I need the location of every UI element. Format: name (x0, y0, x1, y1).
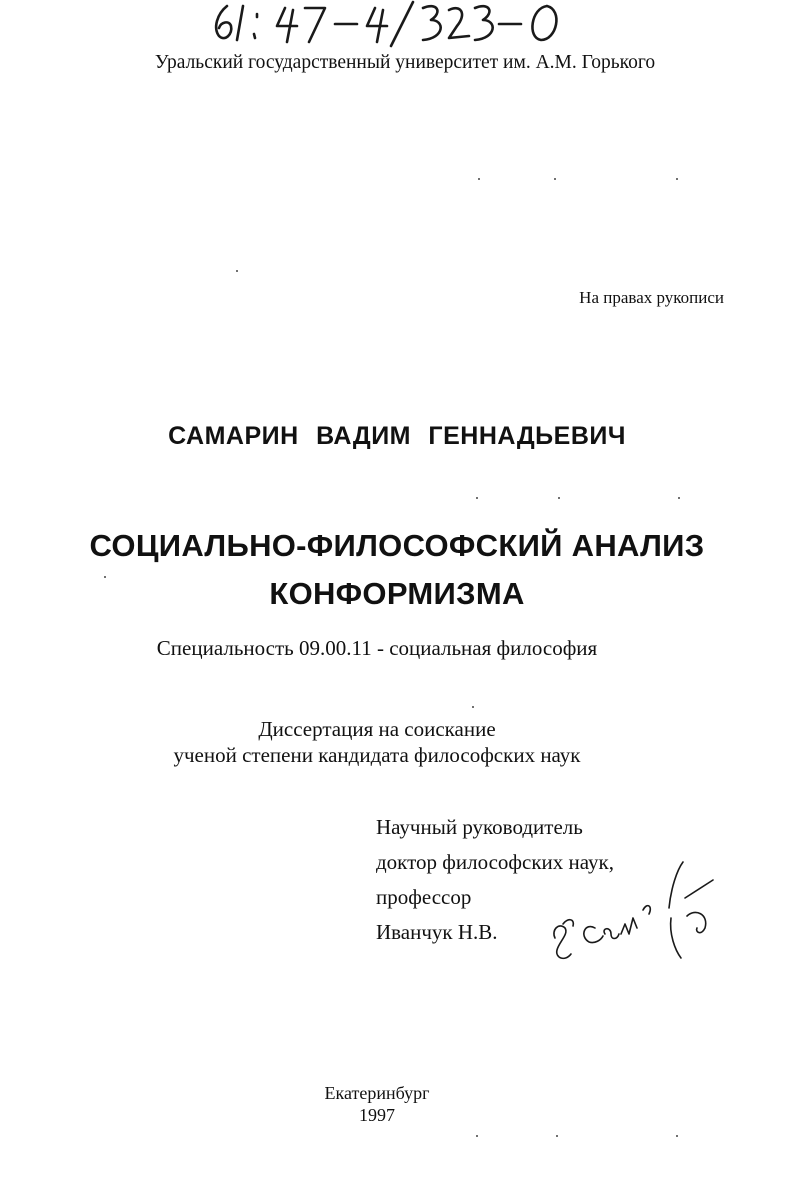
year: 1997 (359, 1105, 395, 1125)
scan-speck (558, 497, 560, 499)
scan-speck (556, 1135, 558, 1137)
scan-speck (478, 178, 480, 180)
university-name: Уральский государственный университет им. А.М. Горького (154, 52, 656, 73)
scan-speck (676, 178, 678, 180)
handwritten-signature (545, 858, 725, 968)
supervisor-name: Иванчук Н.В. (376, 920, 498, 944)
scan-speck (476, 1135, 478, 1137)
dissertation-title (0, 522, 794, 618)
handwritten-archive-code (205, 0, 605, 50)
author-name: САМАРИН ВАДИМ ГЕННАДЬЕВИЧ (168, 422, 626, 450)
manuscript-note: На правах рукописи (579, 288, 724, 307)
supervisor-rank: профессор (376, 885, 472, 909)
scan-speck (236, 270, 238, 272)
dissertation-statement (0, 716, 754, 768)
handwritten-archive-code-drawing (205, 0, 605, 50)
scan-speck (678, 497, 680, 499)
dissertation-line-1: Диссертация на соискание (258, 717, 496, 741)
scan-speck (104, 576, 106, 578)
signature-drawing (545, 858, 725, 968)
title-line-2: КОНФОРМИЗМА (269, 576, 525, 611)
supervisor-role: Научный руководитель (376, 815, 583, 839)
speciality: Специальность 09.00.11 - социальная философия (156, 636, 598, 660)
publication-place-year (0, 1082, 754, 1126)
scan-speck (472, 706, 474, 708)
supervisor-degree: доктор философских наук, (376, 850, 614, 874)
title-line-1: СОЦИАЛЬНО-ФИЛОСОФСКИЙ АНАЛИЗ (89, 528, 705, 563)
dissertation-line-2: ученой степени кандидата философских наук (173, 743, 581, 767)
scan-speck (676, 1135, 678, 1137)
scan-speck (554, 178, 556, 180)
scan-speck (476, 497, 478, 499)
city: Екатеринбург (324, 1083, 430, 1103)
